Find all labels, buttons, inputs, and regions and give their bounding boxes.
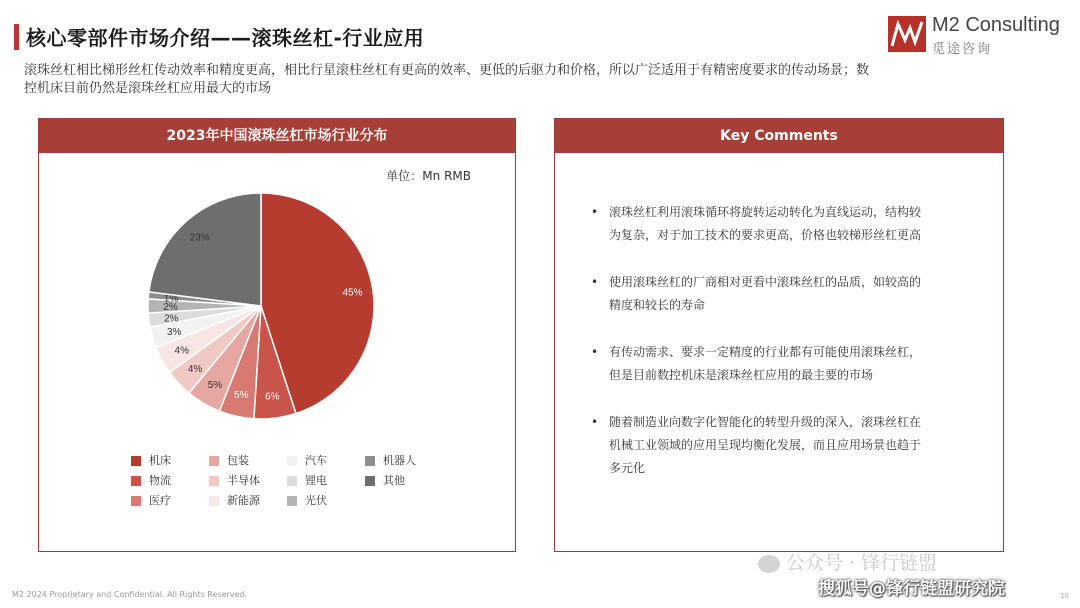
comment-item <box>591 411 981 480</box>
pie-label-半导体: 4% <box>187 363 203 375</box>
pie-chart <box>39 119 515 439</box>
comment-line: 精度和较长的寿命 <box>609 298 706 312</box>
legend-label: 新能源 <box>227 494 260 507</box>
pie-label-光伏: 2% <box>163 302 178 313</box>
legend-item <box>287 493 379 511</box>
chart-panel-title: 2023年中国滚珠丝杠市场行业分布 <box>39 119 515 153</box>
comment-line: 为复杂，对于加工技术的要求更高，价格也较梯形丝杠更高 <box>609 228 922 242</box>
watermark <box>758 548 937 575</box>
comment-line: 使用滚珠丝杠的厂商相对更看中滚珠丝杠的品质，如较高的 <box>609 275 922 289</box>
chart-panel <box>38 118 516 552</box>
comment-line: 滚珠丝杠利用滚珠循环将旋转运动转化为直线运动，结构较 <box>609 205 922 219</box>
bullet-icon: • <box>591 205 599 219</box>
bullet-icon: • <box>591 415 599 429</box>
source-tag: 搜狐号@锋行链盟研究院 <box>818 579 1005 599</box>
legend-swatch <box>287 496 297 506</box>
pie-label-物流: 6% <box>265 391 280 403</box>
pie-label-机床: 45% <box>342 287 363 299</box>
legend-swatch <box>287 476 297 486</box>
chart-unit-label: 单位：Mn RMB <box>386 169 471 183</box>
title-accent-bar <box>14 24 19 50</box>
pie-label-机器人: 1% <box>163 293 179 305</box>
legend-label: 锂电 <box>305 474 327 487</box>
legend-swatch <box>131 456 141 466</box>
legend-swatch <box>131 496 141 506</box>
footer-text: M2 2024 Proprietary and Confidential. All Rights Reserved. <box>12 590 248 599</box>
page-title: 核心零部件市场介绍——滚珠丝杠-行业应用 <box>26 26 425 50</box>
pie-label-其他: 23% <box>189 232 210 244</box>
legend-label: 机器人 <box>383 454 416 467</box>
legend-swatch <box>209 496 219 506</box>
bullet-icon: • <box>591 275 599 289</box>
comments-panel <box>554 118 1004 552</box>
logo-subtitle: 觅途咨询 <box>932 42 993 57</box>
legend-swatch <box>209 456 219 466</box>
comments-panel-title: Key Comments <box>555 119 1003 153</box>
legend-swatch <box>365 456 375 466</box>
comments-list <box>591 201 981 504</box>
comment-item <box>591 341 981 387</box>
legend-label: 其他 <box>383 474 405 487</box>
comment-line: 随着制造业向数字化智能化的转型升级的深入，滚珠丝杠在 <box>609 415 922 429</box>
pie-label-汽车: 3% <box>166 327 182 339</box>
legend-label: 医疗 <box>149 494 171 507</box>
legend-label: 半导体 <box>227 474 260 487</box>
legend-swatch <box>365 476 375 486</box>
pie-label-锂电: 2% <box>164 313 179 325</box>
pie-label-新能源: 4% <box>174 345 190 357</box>
comment-line: 机械工业领域的应用呈现均衡化发展，而且应用场景也趋于 <box>609 438 922 452</box>
bullet-icon: • <box>591 345 599 359</box>
intro-line: 滚珠丝杠相比梯形丝杠传动效率和精度更高，相比行星滚柱丝杠有更高的效率、更低的后驱力和价格，所以广泛适用于有精密度要求的传动场景；数 <box>24 63 870 78</box>
pie-slice-其他 <box>149 193 261 306</box>
legend-swatch <box>287 456 297 466</box>
legend-item <box>365 473 457 491</box>
m2-logo-icon <box>888 16 926 52</box>
legend-swatch <box>131 476 141 486</box>
company-logo <box>888 14 1068 56</box>
intro-text <box>24 62 1064 98</box>
legend-item <box>365 453 457 471</box>
intro-line: 控机床目前仍然是滚珠丝杠应用最大的市场 <box>24 81 272 96</box>
legend-label: 汽车 <box>305 454 327 467</box>
comment-line: 但是目前数控机床是滚珠丝杠应用的最主要的市场 <box>609 368 874 382</box>
legend-label: 光伏 <box>305 494 327 507</box>
comment-line: 有传动需求、要求一定精度的行业都有可能使用滚珠丝杠， <box>609 345 922 359</box>
pie-label-医疗: 5% <box>234 390 249 402</box>
comment-line: 多元化 <box>609 461 646 475</box>
legend-swatch <box>209 476 219 486</box>
comment-item <box>591 201 981 247</box>
watermark-text: 公众号 · 锋行链盟 <box>786 552 938 574</box>
legend-label: 机床 <box>149 454 171 467</box>
comment-item <box>591 271 981 317</box>
wechat-icon <box>758 555 780 573</box>
legend-label: 包装 <box>227 454 249 467</box>
logo-name: M2 Consulting <box>932 14 1060 36</box>
pie-label-包装: 5% <box>207 379 223 391</box>
page-number: 10 <box>1060 592 1069 600</box>
legend-label: 物流 <box>149 474 171 487</box>
